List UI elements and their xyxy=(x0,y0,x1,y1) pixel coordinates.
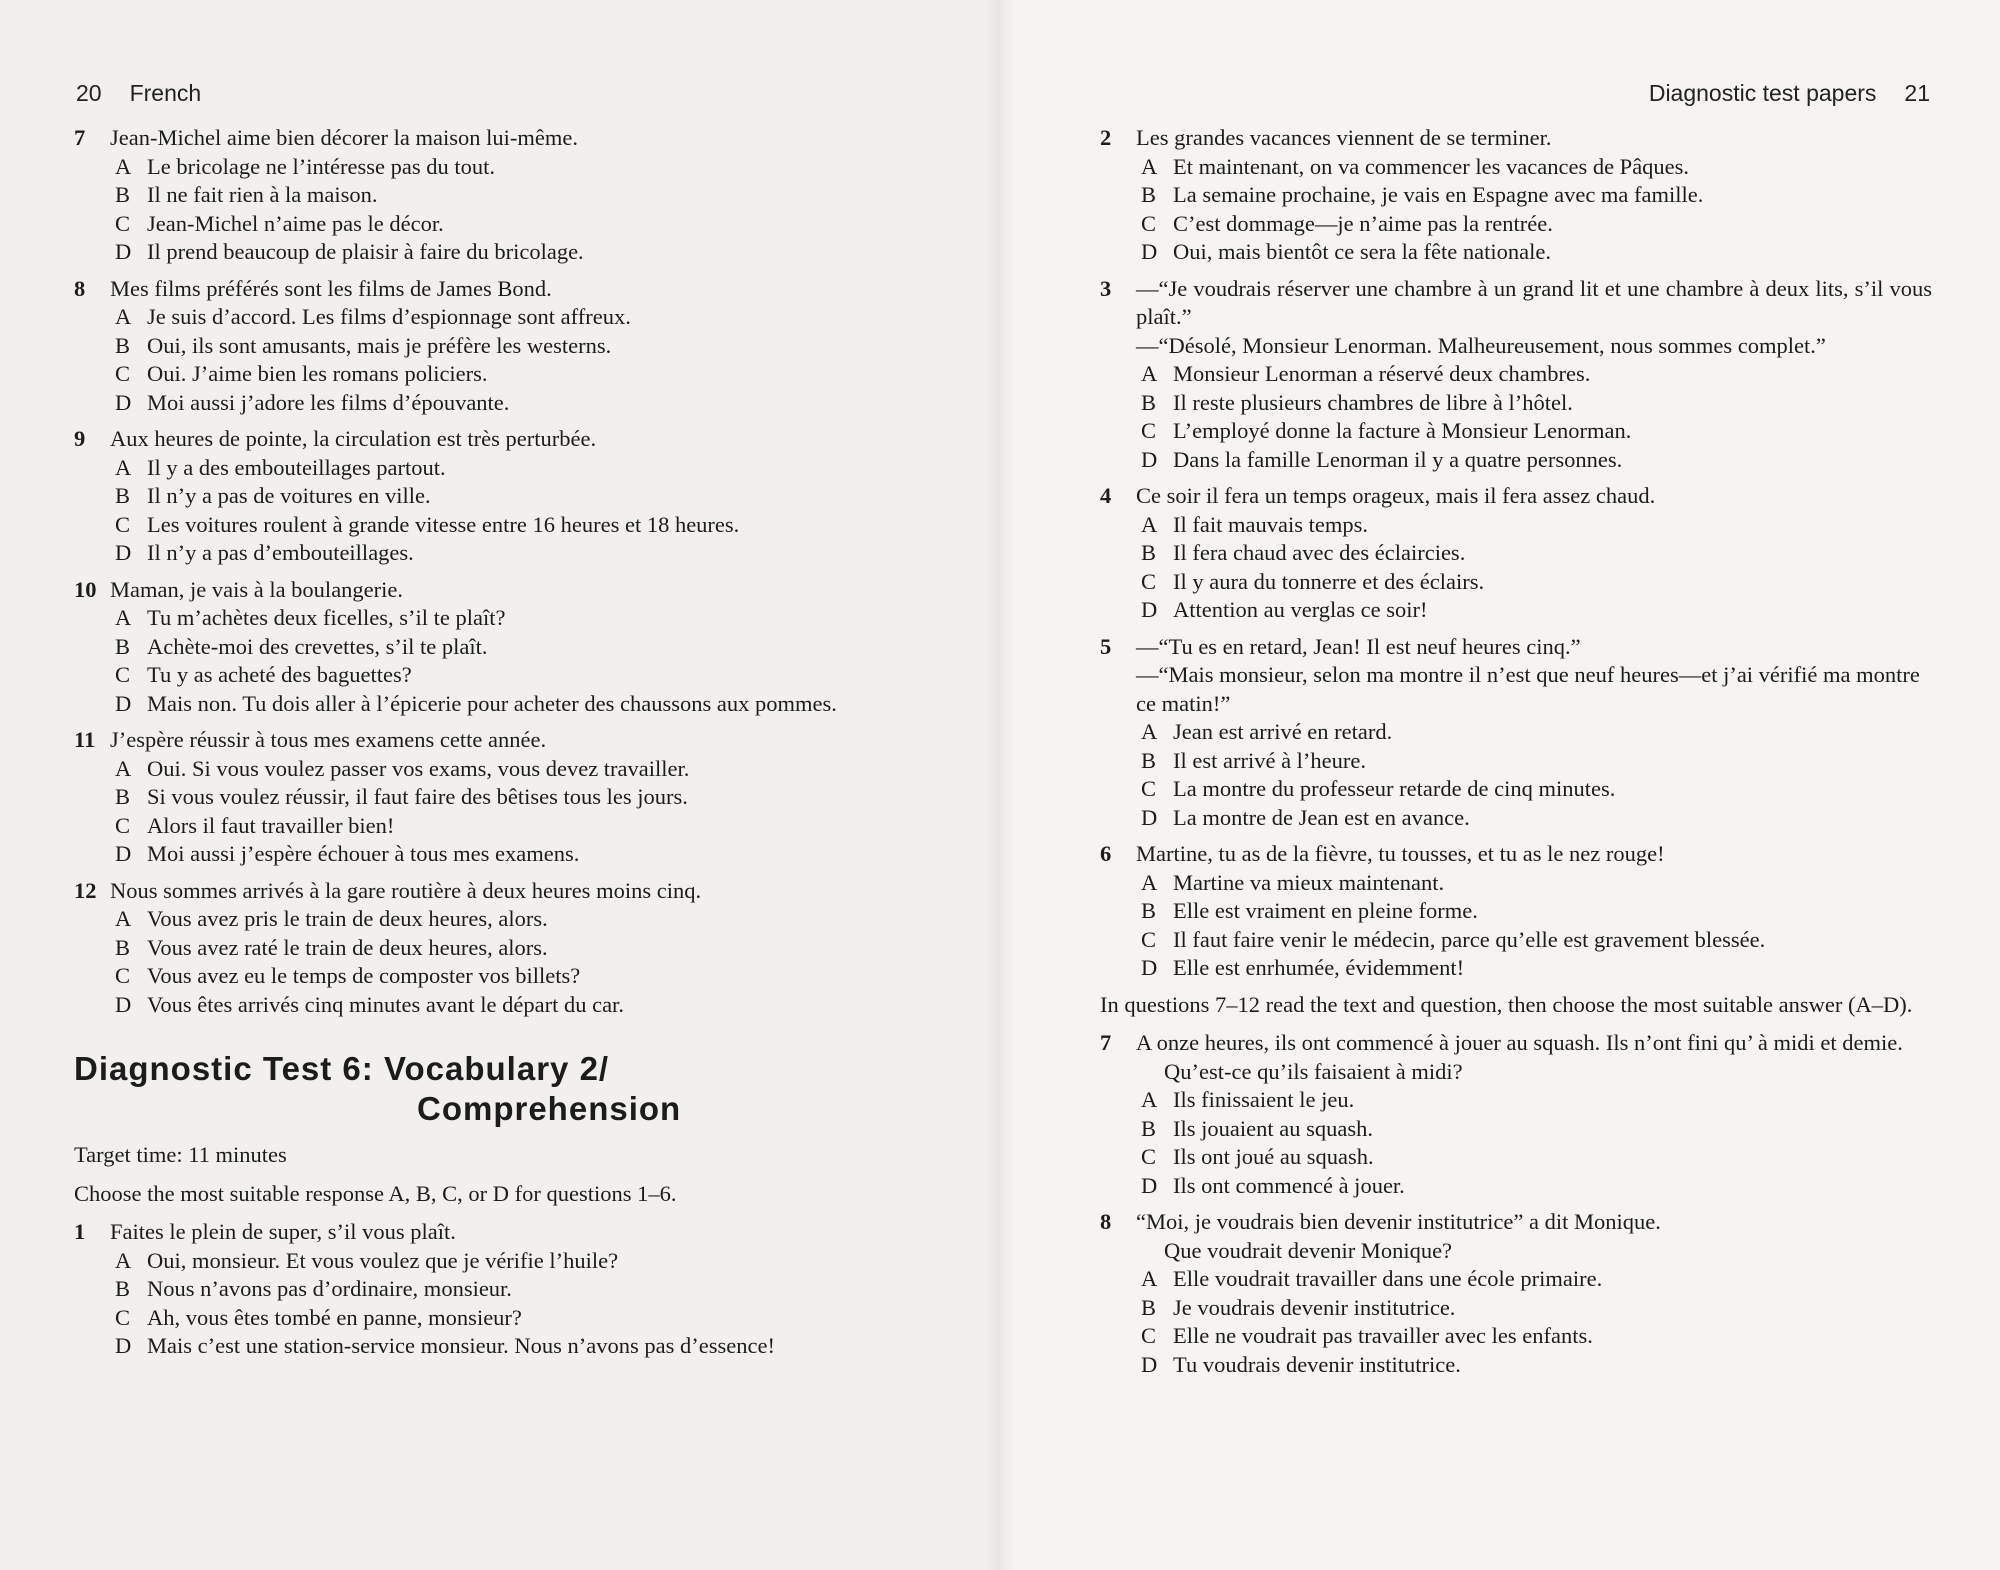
question-text: Nous sommes arrivés à la gare routière à deux heures moins cinq. xyxy=(110,877,702,903)
option-text: Tu voudrais devenir institutrice. xyxy=(1173,1351,1461,1377)
option-letter: B xyxy=(115,934,131,960)
dialogue-line xyxy=(1100,332,1932,361)
option-text: Ils ont commencé à jouer. xyxy=(1173,1172,1405,1198)
answer-option xyxy=(1100,1351,1932,1380)
question-number: 7 xyxy=(74,125,86,150)
answer-option xyxy=(1100,1322,1932,1351)
section-title-line: Diagnostic Test 6: Vocabulary 2/ xyxy=(74,1050,610,1087)
question-number: 4 xyxy=(1100,483,1112,508)
option-text: Elle voudrait travailler dans une école primaire. xyxy=(1173,1266,1603,1291)
answer-option xyxy=(74,454,902,483)
option-text: Ils finissaient le jeu. xyxy=(1173,1087,1355,1112)
question-number: 9 xyxy=(74,426,86,451)
answer-option xyxy=(74,934,902,963)
section-title xyxy=(74,1049,902,1129)
option-text: Jean est arrivé en retard. xyxy=(1173,719,1393,744)
question-text: Les grandes vacances viennent de se terminer. xyxy=(1136,125,1552,150)
option-letter: A xyxy=(1141,1087,1158,1112)
answer-option xyxy=(74,332,902,361)
option-text: Il ne fait rien à la maison. xyxy=(147,182,378,207)
option-letter: B xyxy=(1141,898,1157,923)
answer-option xyxy=(74,991,902,1020)
answer-option xyxy=(1100,869,1932,898)
page-number: 21 xyxy=(1904,80,1930,106)
answer-option xyxy=(74,1332,902,1361)
answer-option xyxy=(1100,897,1932,926)
answer-option xyxy=(1100,1143,1932,1172)
option-text: Il n’y a pas de voitures en ville. xyxy=(147,483,431,508)
answer-option xyxy=(74,604,902,633)
option-text: Alors il faut travailler bien! xyxy=(147,812,395,838)
option-letter: B xyxy=(1141,389,1157,415)
option-letter: D xyxy=(1141,239,1158,264)
answer-option xyxy=(1100,389,1932,418)
option-letter: D xyxy=(1141,1172,1158,1198)
option-text: Il est arrivé à l’heure. xyxy=(1173,747,1367,773)
option-text: Dans la famille Lenorman il y a quatre personnes. xyxy=(1173,446,1623,472)
option-text: Il fait mauvais temps. xyxy=(1173,511,1368,537)
option-text: Ils ont joué au squash. xyxy=(1173,1144,1374,1169)
question-item xyxy=(1100,1029,1932,1200)
option-text: La montre de Jean est en avance. xyxy=(1173,804,1470,830)
answer-option xyxy=(1100,153,1932,182)
answer-option xyxy=(74,360,902,389)
option-text: Elle est enrhumée, évidemment! xyxy=(1173,955,1465,980)
question-number: 3 xyxy=(1100,275,1112,301)
option-text: Oui, ils sont amusants, mais je préfère les westerns. xyxy=(147,332,612,358)
answer-option xyxy=(74,153,902,182)
option-text: Mais non. Tu dois aller à l’épicerie pour acheter des chaussons aux pommes. xyxy=(147,690,837,716)
option-letter: C xyxy=(1141,568,1157,594)
question-stem xyxy=(74,877,902,906)
answer-option xyxy=(1100,210,1932,239)
question-stem xyxy=(1100,840,1932,869)
question-text: A onze heures, ils ont commencé à jouer au squash. Ils n’ont fini qu’ à midi et demie. xyxy=(1136,1030,1903,1055)
option-letter: D xyxy=(1141,804,1158,830)
question-item xyxy=(74,275,902,418)
option-letter: B xyxy=(1141,1115,1157,1141)
answer-option xyxy=(1100,417,1932,446)
option-letter: B xyxy=(1141,540,1157,565)
option-letter: A xyxy=(1141,719,1158,744)
option-letter: C xyxy=(1141,776,1157,801)
answer-option xyxy=(1100,1294,1932,1323)
option-text: L’employé donne la facture à Monsieur Lenorman. xyxy=(1173,418,1632,443)
answer-option xyxy=(74,238,902,267)
question-text: J’espère réussir à tous mes examens cette année. xyxy=(110,727,547,752)
option-text: Monsieur Lenorman a réservé deux chambres. xyxy=(1173,361,1591,386)
dialogue-line: —“Tu es en retard, Jean! Il est neuf heures cinq.” xyxy=(1136,633,1581,659)
option-text: Vous avez raté le train de deux heures, alors. xyxy=(147,934,548,960)
option-text: Oui. J’aime bien les romans policiers. xyxy=(147,361,488,386)
option-text: Ah, vous êtes tombé en panne, monsieur? xyxy=(147,1304,522,1330)
option-text: Il faut faire venir le médecin, parce qu’elle est gravement blessée. xyxy=(1173,926,1766,952)
question-stem xyxy=(1100,1208,1932,1237)
answer-option xyxy=(74,1247,902,1276)
answer-option xyxy=(1100,775,1932,804)
option-letter: C xyxy=(1141,1323,1157,1348)
left-page-header xyxy=(76,80,201,107)
option-text: Mais c’est une station-service monsieur. Nous n’avons pas d’essence! xyxy=(147,1333,775,1358)
option-letter: C xyxy=(115,1304,131,1330)
question-stem xyxy=(74,275,902,304)
option-letter: B xyxy=(115,332,131,358)
option-text: Je suis d’accord. Les films d’espionnage sont affreux. xyxy=(147,304,631,329)
option-letter: A xyxy=(1141,511,1158,537)
answer-option xyxy=(1100,1172,1932,1201)
option-text: Nous n’avons pas d’ordinaire, monsieur. xyxy=(147,1276,512,1301)
instructions: In questions 7–12 read the text and question, then choose the most suitable answer (A–D). xyxy=(1100,991,1913,1017)
question-text: Faites le plein de super, s’il vous plaît. xyxy=(110,1219,456,1244)
answer-option xyxy=(1100,181,1932,210)
question-number: 10 xyxy=(74,576,97,602)
option-text: Achète-moi des crevettes, s’il te plaît. xyxy=(147,633,488,659)
question-item xyxy=(74,1218,902,1361)
option-text: Si vous voulez réussir, il faut faire des bêtises tous les jours. xyxy=(147,784,688,809)
answer-option xyxy=(1100,954,1932,983)
option-letter: A xyxy=(115,454,132,480)
instructions: Choose the most suitable response A, B, C, or D for questions 1–6. xyxy=(74,1180,677,1206)
question-item xyxy=(1100,124,1932,267)
answer-option xyxy=(1100,747,1932,776)
question-stem xyxy=(1100,482,1932,511)
question-stem xyxy=(74,576,902,605)
dialogue-text: —“Mais monsieur, selon ma montre il n’est que neuf heures—et j’ai vérifié ma montre ce matin!” xyxy=(1136,662,1920,716)
answer-option xyxy=(74,482,902,511)
target-time: Target time: 11 minutes xyxy=(74,1142,287,1167)
question-item xyxy=(1100,633,1932,833)
left-column xyxy=(74,124,902,1369)
option-text: Il fera chaud avec des éclaircies. xyxy=(1173,540,1466,565)
question-number: 8 xyxy=(74,275,86,301)
option-text: Les voitures roulent à grande vitesse entre 16 heures et 18 heures. xyxy=(147,511,740,537)
answer-option xyxy=(74,210,902,239)
dialogue-text: —“Désolé, Monsieur Lenorman. Malheureusement, nous sommes complet.” xyxy=(1136,332,1826,358)
book-gutter xyxy=(985,0,1015,1570)
answer-option xyxy=(74,181,902,210)
answer-option xyxy=(1100,238,1932,267)
answer-option xyxy=(1100,1265,1932,1294)
running-head: Diagnostic test papers xyxy=(1648,80,1877,106)
option-text: C’est dommage—je n’aime pas la rentrée. xyxy=(1173,210,1553,236)
option-text: La semaine prochaine, je vais en Espagne avec ma famille. xyxy=(1173,182,1704,207)
question-number: 6 xyxy=(1100,841,1112,866)
option-letter: B xyxy=(1141,747,1157,773)
option-text: Oui, mais bientôt ce sera la fête nationale. xyxy=(1173,239,1551,264)
option-letter: A xyxy=(115,755,132,781)
question-number: 7 xyxy=(1100,1030,1112,1055)
answer-option xyxy=(1100,596,1932,625)
dialogue-line: —“Je voudrais réserver une chambre à un grand lit et une chambre à deux lits, s’il vous plaît.” xyxy=(1136,275,1932,329)
option-letter: A xyxy=(1141,153,1158,179)
answer-option xyxy=(74,840,902,869)
option-letter: C xyxy=(1141,1144,1157,1169)
option-text: Le bricolage ne l’intéresse pas du tout. xyxy=(147,153,496,179)
right-page xyxy=(1000,0,2000,1570)
question-stem xyxy=(74,124,902,153)
question-number: 11 xyxy=(74,727,96,752)
option-text: Oui, monsieur. Et vous voulez que je vérifie l’huile? xyxy=(147,1247,619,1273)
option-text: Ils jouaient au squash. xyxy=(1173,1115,1373,1141)
option-letter: D xyxy=(1141,446,1158,472)
answer-option xyxy=(74,812,902,841)
answer-option xyxy=(1100,1115,1932,1144)
answer-option xyxy=(1100,926,1932,955)
answer-option xyxy=(74,690,902,719)
right-page-header xyxy=(1649,80,1930,107)
option-letter: A xyxy=(115,1247,132,1273)
option-text: La montre du professeur retarde de cinq minutes. xyxy=(1173,776,1616,801)
answer-option xyxy=(1100,718,1932,747)
answer-option xyxy=(1100,568,1932,597)
question-item xyxy=(1100,275,1932,475)
answer-option xyxy=(74,1304,902,1333)
option-letter: C xyxy=(1141,210,1157,236)
question-stem xyxy=(1100,633,1932,662)
option-letter: A xyxy=(115,605,132,630)
question-number: 12 xyxy=(74,877,97,903)
question-stem xyxy=(74,726,902,755)
right-column xyxy=(1100,124,1932,1387)
option-letter: D xyxy=(115,540,132,565)
option-text: Et maintenant, on va commencer les vacances de Pâques. xyxy=(1173,153,1690,179)
option-letter: D xyxy=(115,690,132,716)
question-item xyxy=(74,425,902,568)
section-title-line: Comprehension xyxy=(417,1090,682,1127)
running-head: French xyxy=(129,80,202,106)
option-letter: D xyxy=(115,389,132,415)
question-text: Ce soir il fera un temps orageux, mais il fera assez chaud. xyxy=(1136,483,1656,508)
option-text: Tu m’achètes deux ficelles, s’il te plaît? xyxy=(147,605,506,630)
answer-option xyxy=(74,511,902,540)
option-letter: A xyxy=(115,304,132,329)
option-letter: C xyxy=(115,963,131,988)
question-number: 5 xyxy=(1100,633,1112,659)
option-letter: D xyxy=(115,841,132,866)
dialogue-line xyxy=(1100,661,1932,718)
option-text: Vous avez eu le temps de composter vos billets? xyxy=(147,963,581,988)
option-letter: C xyxy=(115,511,131,537)
question-text: Aux heures de pointe, la circulation est très perturbée. xyxy=(110,426,597,451)
question-stem xyxy=(74,425,902,454)
option-text: Martine va mieux maintenant. xyxy=(1173,869,1445,895)
answer-option xyxy=(1100,511,1932,540)
option-letter: B xyxy=(115,784,131,809)
answer-option xyxy=(74,905,902,934)
answer-option xyxy=(74,783,902,812)
option-letter: D xyxy=(115,1333,132,1358)
option-letter: B xyxy=(115,182,131,207)
option-text: Elle ne voudrait pas travailler avec les enfants. xyxy=(1173,1323,1593,1348)
option-text: Il prend beaucoup de plaisir à faire du bricolage. xyxy=(147,239,584,264)
option-text: Il y aura du tonnerre et des éclairs. xyxy=(1173,568,1485,594)
question-stem xyxy=(1100,1029,1932,1058)
option-letter: D xyxy=(1141,597,1158,622)
question-stem xyxy=(1100,124,1932,153)
option-letter: D xyxy=(115,991,132,1017)
question-text: Mes films préférés sont les films de James Bond. xyxy=(110,275,552,301)
answer-option xyxy=(1100,446,1932,475)
option-text: Je voudrais devenir institutrice. xyxy=(1173,1294,1456,1320)
option-letter: B xyxy=(1141,182,1157,207)
question-item xyxy=(74,124,902,267)
option-text: Moi aussi j’espère échouer à tous mes examens. xyxy=(147,841,580,866)
option-letter: C xyxy=(115,662,131,687)
question-text: “Moi, je voudrais bien devenir institutrice” a dit Monique. xyxy=(1136,1209,1661,1234)
question-item xyxy=(74,576,902,719)
option-text: Moi aussi j’adore les films d’épouvante. xyxy=(147,389,510,415)
answer-option xyxy=(1100,360,1932,389)
answer-option xyxy=(74,755,902,784)
option-text: Jean-Michel n’aime pas le décor. xyxy=(147,210,444,236)
option-letter: C xyxy=(1141,926,1157,952)
question-text: Maman, je vais à la boulangerie. xyxy=(110,576,404,602)
question-number: 2 xyxy=(1100,125,1112,150)
question-item xyxy=(1100,840,1932,983)
option-letter: B xyxy=(115,483,131,508)
option-letter: D xyxy=(115,239,132,264)
option-text: Vous êtes arrivés cinq minutes avant le départ du car. xyxy=(147,991,624,1017)
option-letter: B xyxy=(115,633,131,659)
answer-option xyxy=(1100,804,1932,833)
option-letter: D xyxy=(1141,1351,1158,1377)
option-text: Il n’y a pas d’embouteillages. xyxy=(147,540,414,565)
option-letter: A xyxy=(1141,1266,1158,1291)
option-text: Attention au verglas ce soir! xyxy=(1173,597,1428,622)
answer-option xyxy=(74,1275,902,1304)
question-number: 8 xyxy=(1100,1209,1112,1234)
answer-option xyxy=(74,303,902,332)
question-item xyxy=(1100,482,1932,625)
answer-option xyxy=(74,633,902,662)
answer-option xyxy=(1100,539,1932,568)
option-letter: A xyxy=(1141,361,1158,386)
option-letter: B xyxy=(1141,1294,1157,1320)
option-letter: C xyxy=(115,361,131,386)
question-text: Jean-Michel aime bien décorer la maison lui-même. xyxy=(110,125,578,150)
option-letter: A xyxy=(1141,869,1158,895)
question-item xyxy=(74,877,902,1020)
option-letter: D xyxy=(1141,955,1158,980)
answer-option xyxy=(74,962,902,991)
option-letter: C xyxy=(115,210,131,236)
option-text: Vous avez pris le train de deux heures, alors. xyxy=(147,906,548,931)
question-stem xyxy=(1100,275,1932,332)
option-text: Elle est vraiment en pleine forme. xyxy=(1173,898,1478,923)
option-letter: A xyxy=(115,153,132,179)
option-text: Il reste plusieurs chambres de libre à l’hôtel. xyxy=(1173,389,1573,415)
option-letter: A xyxy=(115,906,132,931)
option-text: Oui. Si vous voulez passer vos exams, vous devez travailler. xyxy=(147,755,690,781)
answer-option xyxy=(1100,1086,1932,1115)
option-text: Il y a des embouteillages partout. xyxy=(147,454,446,480)
answer-option xyxy=(74,661,902,690)
option-letter: C xyxy=(1141,418,1157,443)
question-prompt: Qu’est-ce qu’ils faisaient à midi? xyxy=(1164,1058,1463,1084)
option-letter: C xyxy=(115,812,131,838)
option-text: Tu y as acheté des baguettes? xyxy=(147,662,412,687)
question-text: Martine, tu as de la fièvre, tu tousses, et tu as le nez rouge! xyxy=(1136,841,1665,866)
question-item xyxy=(74,726,902,869)
question-prompt: Que voudrait devenir Monique? xyxy=(1164,1237,1453,1263)
answer-option xyxy=(74,539,902,568)
question-item xyxy=(1100,1208,1932,1379)
option-letter: B xyxy=(115,1276,131,1301)
page-number: 20 xyxy=(76,80,102,106)
question-stem xyxy=(74,1218,902,1247)
question-number: 1 xyxy=(74,1219,86,1244)
answer-option xyxy=(74,389,902,418)
